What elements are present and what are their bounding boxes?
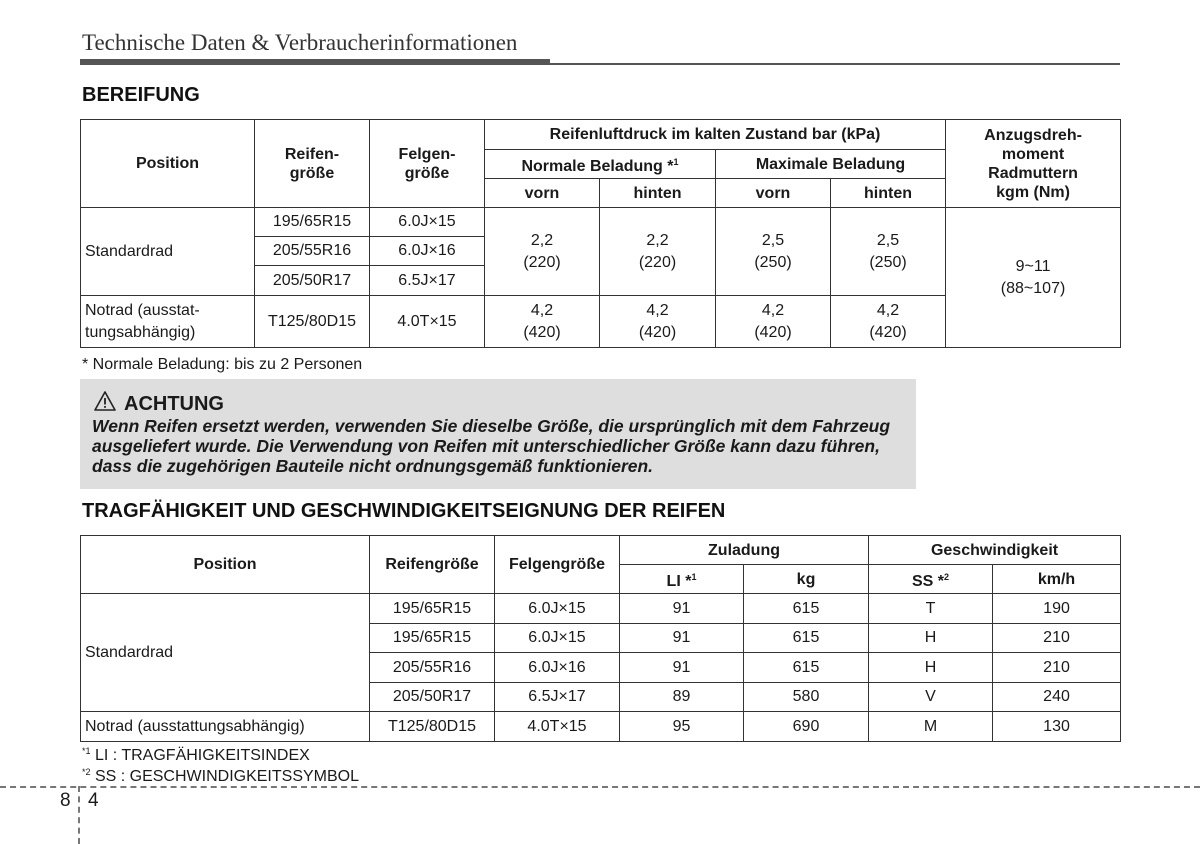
cell-pressure: 4,2 (420) bbox=[600, 296, 716, 348]
caution-title-text: ACHTUNG bbox=[124, 392, 224, 415]
header-load: Zuladung bbox=[620, 536, 869, 565]
cell-tire-size: 205/55R16 bbox=[255, 237, 370, 266]
cell-ss: M bbox=[869, 712, 993, 742]
cell-ss: T bbox=[869, 594, 993, 624]
cell-rim-size: 6.5J×17 bbox=[495, 683, 620, 712]
section-heading-bereifung: BEREIFUNG bbox=[82, 84, 200, 106]
cell-tire-size: 195/65R15 bbox=[255, 208, 370, 237]
caution-title bbox=[94, 391, 224, 417]
cell-pressure: 2,5 (250) bbox=[831, 208, 946, 296]
page-header-title: Technische Daten & Verbraucherinformationen bbox=[82, 30, 518, 55]
cell-li: 95 bbox=[620, 712, 744, 742]
cell-li: 91 bbox=[620, 653, 744, 683]
cell-kg: 580 bbox=[744, 683, 869, 712]
cell-tire-size: 205/55R16 bbox=[370, 653, 495, 683]
section-heading-load-speed: TRAGFÄHIGKEIT UND GESCHWINDIGKEITSEIGNUNG DER REIFEN bbox=[82, 500, 726, 522]
cell-kg: 615 bbox=[744, 624, 869, 653]
warning-triangle-icon bbox=[94, 391, 116, 417]
cell-rim-size: 6.0J×16 bbox=[495, 653, 620, 683]
caution-box bbox=[80, 379, 916, 489]
header-li: LI *$^1$ bbox=[620, 565, 744, 594]
cell-tire-size: 195/65R15 bbox=[370, 594, 495, 624]
cell-kmh: 130 bbox=[993, 712, 1121, 742]
cell-pressure: 4,2 (420) bbox=[485, 296, 600, 348]
cell-rim-size: 4.0T×15 bbox=[495, 712, 620, 742]
cell-pressure: 2,2 (220) bbox=[600, 208, 716, 296]
table-row bbox=[81, 712, 1121, 742]
cell-rim-size: 6.5J×17 bbox=[370, 266, 485, 296]
cell-kmh: 190 bbox=[993, 594, 1121, 624]
cell-li: 89 bbox=[620, 683, 744, 712]
footer-dashed-rule bbox=[0, 786, 1200, 788]
cell-torque: 9~11 (88~107) bbox=[946, 208, 1121, 348]
header-front: vorn bbox=[485, 179, 600, 208]
row-label-spare: Notrad (ausstat- tungsabhängig) bbox=[81, 296, 255, 348]
header-position: Position bbox=[81, 536, 370, 594]
header-rim-size: Felgengröße bbox=[495, 536, 620, 594]
cell-kmh: 210 bbox=[993, 624, 1121, 653]
header-front: vorn bbox=[716, 179, 831, 208]
cell-tire-size: T125/80D15 bbox=[255, 296, 370, 348]
header-rear: hinten bbox=[831, 179, 946, 208]
cell-kg: 690 bbox=[744, 712, 869, 742]
header-max-load: Maximale Beladung bbox=[716, 150, 946, 179]
header-rear: hinten bbox=[600, 179, 716, 208]
header-tire-size: Reifengröße bbox=[370, 536, 495, 594]
header-rim-size: Felgen- größe bbox=[370, 120, 485, 208]
cell-li: 91 bbox=[620, 594, 744, 624]
header-rule bbox=[80, 59, 550, 65]
cell-tire-size: 205/50R17 bbox=[255, 266, 370, 296]
row-label-spare: Notrad (ausstattungsabhängig) bbox=[81, 712, 370, 742]
cell-pressure: 4,2 (420) bbox=[716, 296, 831, 348]
load-speed-table bbox=[80, 535, 1121, 742]
cell-ss: V bbox=[869, 683, 993, 712]
header-normal-load: Normale Beladung *$^1$ bbox=[485, 150, 716, 179]
cell-kmh: 240 bbox=[993, 683, 1121, 712]
table-row bbox=[81, 594, 1121, 624]
cell-li: 91 bbox=[620, 624, 744, 653]
page-number: 4 bbox=[88, 790, 99, 811]
cell-tire-size: T125/80D15 bbox=[370, 712, 495, 742]
header-torque: Anzugsdreh- moment Radmuttern kgm (Nm) bbox=[946, 120, 1121, 208]
cell-kmh: 210 bbox=[993, 653, 1121, 683]
cell-tire-size: 195/65R15 bbox=[370, 624, 495, 653]
footnote-ss: $^{*2}$ SS : GESCHWINDIGKEITSSYMBOL bbox=[82, 767, 360, 785]
caution-text: Wenn Reifen ersetzt werden, verwenden Sie dieselbe Größe, die ursprünglich mit dem Fahrzeug ausgeliefert wurde. Die Verwendung von Reifen mit unterschiedlicher Größe kann dazu führen, dass die zugehörigen Bauteile nicht ordnungsgemäß funktionieren. bbox=[92, 416, 891, 476]
cell-tire-size: 205/50R17 bbox=[370, 683, 495, 712]
cell-pressure: 2,5 (250) bbox=[716, 208, 831, 296]
header-ss: SS *$^2$ bbox=[869, 565, 993, 594]
header-tire-pressure: Reifenluftdruck im kalten Zustand bar (kPa) bbox=[485, 120, 946, 150]
cell-rim-size: 6.0J×15 bbox=[495, 624, 620, 653]
row-label-standard: Standardrad bbox=[81, 208, 255, 296]
cell-rim-size: 4.0T×15 bbox=[370, 296, 485, 348]
header-speed: Geschwindigkeit bbox=[869, 536, 1121, 565]
header-position: Position bbox=[81, 120, 255, 208]
footer-dashed-divider bbox=[78, 786, 80, 844]
header-kg: kg bbox=[744, 565, 869, 594]
cell-kg: 615 bbox=[744, 653, 869, 683]
cell-ss: H bbox=[869, 624, 993, 653]
cell-rim-size: 6.0J×15 bbox=[495, 594, 620, 624]
row-label-standard: Standardrad bbox=[81, 594, 370, 712]
tire-pressure-table bbox=[80, 119, 1121, 348]
cell-rim-size: 6.0J×15 bbox=[370, 208, 485, 237]
header-tire-size: Reifen- größe bbox=[255, 120, 370, 208]
cell-pressure: 2,2 (220) bbox=[485, 208, 600, 296]
footnote-li: $^{*1}$ LI : TRAGFÄHIGKEITSINDEX bbox=[82, 746, 310, 764]
cell-ss: H bbox=[869, 653, 993, 683]
cell-rim-size: 6.0J×16 bbox=[370, 237, 485, 266]
chapter-number: 8 bbox=[60, 790, 71, 811]
cell-kg: 615 bbox=[744, 594, 869, 624]
header-kmh: km/h bbox=[993, 565, 1121, 594]
cell-pressure: 4,2 (420) bbox=[831, 296, 946, 348]
header-rule-thin bbox=[550, 63, 1120, 65]
footnote-normal-load: * Normale Beladung: bis zu 2 Personen bbox=[82, 356, 363, 373]
